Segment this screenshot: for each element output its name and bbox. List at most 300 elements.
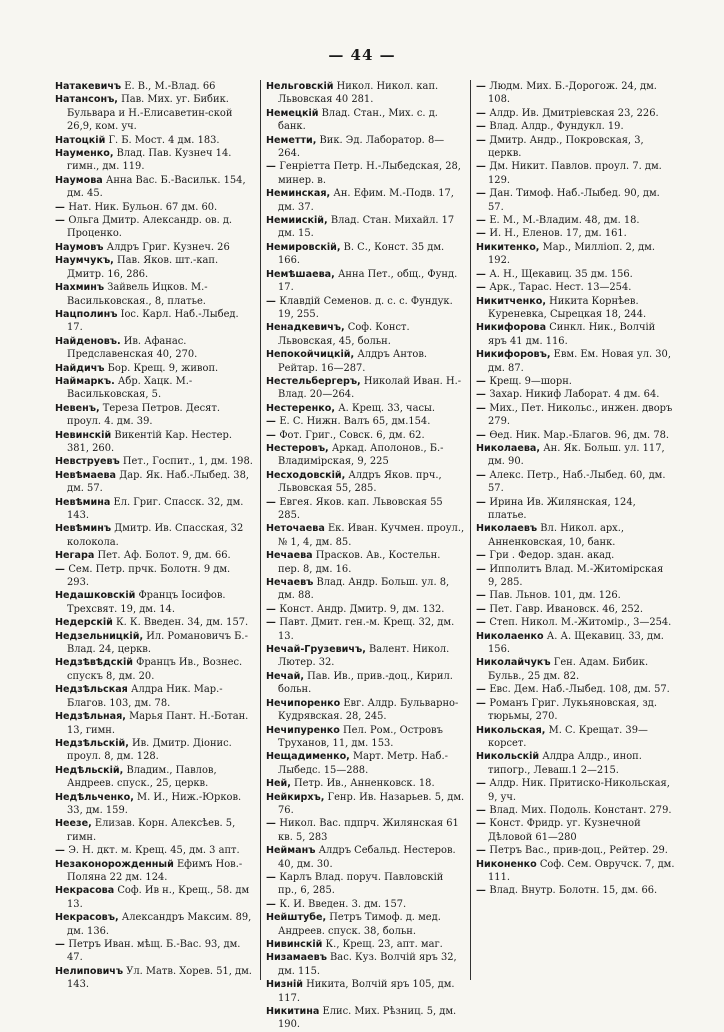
directory-entry [266,898,465,911]
entry-details: Влад. Андр. Больш. ул. 8, дм. 88. [278,577,450,602]
entry-details: Мар., Миллiоп. 2, дм. 192. [488,241,655,267]
directory-entry [476,429,675,442]
entry-surname: Науменко, [55,148,114,160]
entry-details: А. А. Щекавиц. 33, дм. 156. [488,630,664,656]
directory-entry [266,978,465,1005]
directory-entry [266,1005,465,1032]
entry-details: Март. Метр. Наб.-Лыбедс. 15—288. [278,751,448,776]
entry-dash: — [55,215,69,227]
entry-dash: — [476,107,490,119]
entry-surname: Нацполинъ [55,308,118,320]
entry-surname: Нечаевъ [266,577,314,589]
entry-details: Генр. Ив. Назарьев. 5, дм. 76. [278,791,465,816]
entry-details: Ив. Дмитр. Діонис. проул. 8, дм. 128. [67,737,232,763]
directory-entry [55,549,255,562]
entry-surname: Неметти, [266,134,317,146]
entry-dash: — [476,282,490,294]
directory-entry [476,375,675,388]
directory-entry [55,764,255,791]
entry-details: Алдръ Себальд. Нестеров. 40, дм. 30. [278,845,456,870]
entry-details: Петр. Ив., Анненковск. 18. [294,778,435,790]
entry-details: Пав. Мих. уг. Бибик. Бульвара и Н.-Елисаветин-ской 26,9, ком. уч. [67,94,233,133]
directory-entry [266,522,465,549]
entry-details: Никита Корнѣев. Куреневка, Сырецкая 18, 244. [488,295,647,320]
entry-surname: Некрасовъ, [55,912,119,924]
entry-details: Сем. Петр. прчк. Болотн. 9 дм. 293. [67,563,231,589]
directory-entry [55,656,255,683]
directory-entry [55,281,255,308]
directory-entry [55,683,255,710]
directory-entry [266,777,465,790]
directory-entry [266,670,465,697]
entry-surname: Натоцкій [55,134,106,146]
directory-entry [266,938,465,951]
entry-details: Алдръ Яков. прч., Львовская 55, 285. [278,469,442,495]
directory-entry [266,951,465,978]
entry-details: Влад. Пав. Кузнеч 14. гимн., дм. 119. [67,148,232,173]
directory-entry [55,174,255,201]
entry-details: Алдра Алдр., иноп. типогр., Леваш.1 2—215. [488,751,642,776]
entry-surname: Наймаркъ. [55,375,115,387]
entry-details: Пав. Ив., прив.-доц., Кирил. больн. [278,670,453,696]
entry-details: Конст. Андр. Дмитр. 9, дм. 132. [279,603,445,615]
entry-details: Дан. Тимоф. Наб.-Лыбед. 90, дм. 57. [488,188,660,213]
entry-details: Евм. Ем. Новая ул. 30, дм. 87. [488,349,671,374]
entry-surname: Нивинскій [266,939,323,950]
entry-surname: Нечипоренко [266,697,341,709]
entry-details: Степ. Никол. М.-Житомір., 3—254. [489,617,672,629]
directory-entry [266,160,465,187]
entry-details: Валент. Никол. Лютер. 32. [278,644,450,669]
entry-details: К. И. Введен. 3. дм. 157. [279,898,407,910]
directory-entry [266,442,465,469]
entry-details: Пет. Аф. Болот. 9, дм. 66. [97,550,231,562]
directory-entry [476,589,675,602]
entry-surname: Нейкирхъ, [266,791,325,803]
entry-dash: — [266,871,280,883]
directory-entry [55,241,255,254]
entry-details: Ул. Матв. Хорев. 51, дм. 143. [67,965,252,991]
entry-details: Захар. Никиф Лаборат. 4 дм. 64. [489,389,660,401]
directory-entry [476,214,675,227]
directory-entry [476,724,675,751]
entry-details: Пав. Яков. шт.-кап. Дмитр. 16, 286. [67,255,219,280]
directory-entry [476,80,675,107]
entry-details: Викентій Кар. Нестер. 381, 260. [67,429,232,454]
entry-details: Людм. Мих. Б.-Дорогож. 24, дм. 108. [488,81,657,106]
entry-details: Ел. Григ. Спасск. 32, дм. 143. [67,496,244,521]
entry-surname: Николаева, [476,442,541,454]
entry-surname: Нестеровъ, [266,442,329,454]
entry-details: Алдръ Антов. Рейтар. 16—287. [278,349,428,374]
directory-entry [476,804,675,817]
directory-entry [266,187,465,214]
entry-surname: Недзѣвѣдскій [55,657,134,669]
entry-details: Ѳед. Ник. Мар.-Благов. 96, дм. 78. [489,429,670,441]
entry-details: Евгея. Яков. кап. Львовская 55 285. [278,496,443,521]
directory-entry [55,844,255,857]
directory-entry [476,227,675,240]
directory-entry [476,120,675,133]
entry-surname: Нельговскій [266,81,334,92]
entry-dash: — [476,161,490,173]
entry-dash: — [476,818,490,830]
entry-surname: Несходовскій, [266,469,346,481]
entry-details: Ольга Дмитр. Александр. ов. д. Проценко. [67,215,233,240]
entry-details: Николай Иван. Н.-Влад. 20—264. [278,375,462,401]
entry-details: Францъ Ив., Вознес. спускъ 8, дм. 20. [67,657,243,682]
entry-dash: — [476,469,490,481]
entry-dash: — [476,617,490,629]
entry-details: Александръ Максим. 89, дм. 136. [67,912,252,937]
directory-entry [476,563,675,590]
directory-entry [266,415,465,428]
entry-surname: Найденовъ. [55,335,121,347]
entry-surname: Нестельбергеръ, [266,375,361,387]
entry-surname: Наумовъ [55,241,104,253]
entry-surname: Недзельницкій, [55,630,144,642]
entry-dash: — [476,228,490,240]
entry-details: Евг. Алдр. Бульварно-Кудрявская. 28, 245. [278,697,459,723]
directory-entry [266,321,465,348]
directory-entry [476,241,675,268]
entry-surname: Неминская, [266,188,331,200]
entry-surname: Нахминъ [55,282,105,294]
entry-surname: Николаевъ [476,523,538,535]
entry-details: Ген. Адам. Бибик. Бульв., 25 дм. 82. [488,657,649,682]
entry-details: Мих., Пет. Никольс., инжен. дворъ 279. [488,402,673,428]
directory-entry [55,362,255,375]
entry-surname: Нестеренко, [266,402,336,414]
directory-entry [476,603,675,616]
directory-entry [55,429,255,456]
entry-surname: Наумчукъ, [55,255,114,267]
entry-details: Соф. Конст. Львовская, 45, больн. [278,322,410,347]
directory-entry [476,496,675,523]
entry-dash: — [266,295,280,307]
directory-entry [266,295,465,322]
entry-surname: Нечай, [266,670,304,682]
directory-entry [55,375,255,402]
entry-details: Клавдій Семенов. д. с. с. Фундук. 19, 255. [278,295,453,320]
entry-surname: Немецкій [266,107,319,119]
directory-entry [266,268,465,295]
entry-details: А. Н., Щекавиц. 35 дм. 156. [489,268,633,280]
entry-dash: — [476,804,490,816]
directory-entry [55,308,255,335]
directory-entry [55,616,255,629]
entry-details: Марья Пант. Н.-Ботан. 13, гимн. [67,711,249,736]
entry-surname: Недзѣльскій, [55,737,129,749]
directory-entry [476,187,675,214]
entry-surname: Немировскій, [266,241,341,253]
entry-surname: Неточаева [266,523,325,535]
page-number: — 44 — [328,46,396,64]
directory-entry [55,214,255,241]
entry-dash: — [55,201,69,213]
entry-details: Вл. Никол. арх., Анненковская, 10, банк. [488,523,625,548]
directory-entry [55,469,255,496]
directory-entry [266,576,465,603]
entry-details: Г. Б. Мост. 4 дм. 183. [108,134,220,146]
directory-entry [476,281,675,294]
entry-details: Синкл. Ник., Волчій яръ 41 дм. 116. [488,322,656,347]
entry-details: Нат. Ник. Бульон. 67 дм. 60. [68,201,218,213]
entry-details: Алдр. Ник. Притиско-Никольская, 9, уч. [488,778,670,803]
directory-entry [55,455,255,468]
entry-dash: — [55,939,69,950]
entry-surname: Никольскій [476,751,540,763]
entry-details: Влад. Мих. Подоль. Констант. 279. [489,804,672,816]
entry-dash: — [476,550,490,562]
entry-details: Прасков. Ав., Костельн. пер. 8, дм. 16. [278,550,441,575]
entry-details: Дмитр. Ив. Спасская, 32 колокола. [67,523,244,548]
directory-entry [55,938,255,965]
entry-details: Гри . Федор. здан. акад. [489,550,615,562]
entry-surname: Невинскій [55,429,112,441]
entry-surname: Невструевъ [55,456,120,468]
directory-entry [266,871,465,898]
entry-dash: — [476,697,490,709]
directory-entry [476,750,675,777]
entry-surname: Недзѣльская [55,684,128,696]
entry-surname: Ней, [266,778,291,790]
directory-entry [55,93,255,133]
directory-entry [266,911,465,938]
directory-entry [266,429,465,442]
entry-surname: Найдичъ [55,362,105,374]
entry-details: Петръ Тимоф. д. мед. Андреев. спуск. 38, больн. [278,912,441,937]
column-left [50,80,260,991]
directory-entry [55,710,255,737]
entry-surname: Нейштубе, [266,912,327,924]
entry-dash: — [55,563,69,575]
entry-dash: — [476,845,490,857]
entry-details: Никита, Волчій яръ 105, дм. 117. [278,979,455,1004]
entry-surname: Недерскій [55,617,113,629]
entry-details: Павт. Дмит. ген.-м. Крещ. 32, дм. 13. [278,617,455,642]
directory-entry [476,442,675,469]
entry-dash: — [266,603,280,615]
directory-entry [266,348,465,375]
directory-entry [266,724,465,751]
entry-details: Анна Пет., общ., Фунд. 17. [278,268,458,294]
entry-details: Влад. Стан. Михайл. 17 дм. 15. [278,215,455,240]
directory-entry [55,589,255,616]
directory-entry [55,147,255,174]
directory-entry [55,335,255,362]
directory-entry [266,697,465,724]
entry-dash: — [476,188,490,200]
entry-dash: — [476,778,490,790]
entry-details: Ипполитъ Влад. М.-Житомірская 9, 285. [488,563,664,589]
directory-entry [55,884,255,911]
directory-entry [55,817,255,844]
directory-entry [266,241,465,268]
directory-entry [476,777,675,804]
entry-details: Влад. Внутр. Болотн. 15, дм. 66. [489,885,658,897]
entry-dash: — [266,161,280,173]
entry-dash: — [266,898,280,910]
entry-surname: Низамаевъ [266,952,327,964]
directory-entry [266,134,465,161]
directory-entry [476,107,675,120]
entry-details: Э. Н. дкт. м. Крещ. 45, дм. 3 апт. [68,845,240,857]
entry-details: Романъ Григ. Лукьяновская, зд. тюрьмы, 270. [488,697,658,723]
entry-surname: Немѣшаева, [266,268,335,280]
entry-dash: — [476,215,490,227]
entry-details: Влад. Стан., Мих. с. д. банк. [278,107,438,133]
entry-details: Фот. Григ., Совск. 6, дм. 62. [279,429,425,441]
directory-entry [55,630,255,657]
directory-entry [55,563,255,590]
entry-details: И. Н., Еленов. 17, дм. 161. [489,228,627,240]
directory-entry [55,911,255,938]
entry-dash: — [266,429,280,441]
entry-details: Дм. Никит. Павлов. проул. 7. дм. 129. [488,161,662,186]
directory-entry [55,965,255,992]
directory-entry [266,469,465,496]
entry-surname: Невѣмаева [55,469,117,481]
entry-surname: Никольская, [476,724,546,736]
directory-entry [266,603,465,616]
directory-entry [266,643,465,670]
directory-entry [476,321,675,348]
entry-details: Соф. Сем. Овручск. 7, дм. 111. [488,858,675,883]
entry-dash: — [476,134,490,146]
entry-surname: Натансонъ, [55,94,118,106]
entry-dash: — [476,603,490,615]
entry-details: Алдръ Григ. Кузнеч. 26 [106,241,230,253]
directory-entry [266,107,465,134]
directory-entry [266,791,465,818]
entry-surname: Невѣминъ [55,523,112,535]
entry-details: Анна Вас. Б.-Васильк. 154, дм. 45. [67,174,246,200]
entry-details: Францъ Іосифов. Трехсвят. 19, дм. 14. [67,590,226,615]
directory-entry [55,858,255,885]
entry-details: Соф. Ив н., Крещ., 58. дм 13. [67,885,250,910]
entry-surname: Никоненко [476,858,537,870]
entry-details: Елис. Мих. Рѣзниц. 5, дм. 190. [278,1006,457,1031]
directory-entry [476,817,675,844]
entry-surname: Нечай-Грузевичъ, [266,644,366,656]
entry-details: Ив. Афанас. Предславенская 40, 270. [67,335,198,361]
directory-entry [476,549,675,562]
directory-entry [476,844,675,857]
entry-details: Дмитр. Андр., Покровская, 3, церкв. [488,134,644,160]
entry-details: Е. В., М.-Влад. 66 [124,81,216,92]
entry-surname: Наумова [55,174,103,186]
directory-entry [476,522,675,549]
entry-details: Ек. Иван. Кучмен. проул., № 1, 4, дм. 85. [278,523,465,548]
entry-details: Евс. Дем. Наб.-Лыбед. 108, дм. 57. [489,684,670,696]
entry-dash: — [476,590,490,602]
entry-details: Пет., Госпит., 1, дм. 198. [122,456,253,468]
entry-dash: — [266,416,280,428]
entry-details: Петръ Вас., прив-доц., Рейтер. 29. [489,845,668,857]
entry-surname: Недзѣльная, [55,711,126,723]
directory-entry [55,201,255,214]
entry-details: Пав. Льнов. 101, дм. 126. [489,590,621,602]
directory-entry [476,616,675,629]
entry-dash: — [476,375,490,387]
entry-details: Пел. Ром., Островъ Труханов, 11, дм. 153. [278,724,443,749]
directory-entry [476,160,675,187]
entry-details: Е. М., М.-Владим. 48, дм. 18. [489,215,640,227]
directory-entry [266,817,465,844]
entry-details: Ирина Ив. Жилянская, 124, платье. [488,496,636,521]
entry-details: Е. С. Нижн. Валъ 65, дм.154. [279,416,431,428]
entry-surname: Нещадименко, [266,751,350,763]
entry-details: Дар. Як. Наб.-Лыбед. 38, дм. 57. [67,469,249,495]
entry-details: Никол. Вас. пдпрч. Жилянская 61 кв. 5, 283 [278,818,459,843]
directory-entry [476,630,675,657]
entry-details: Конст. Фридр. уг. Кузнечной Дѣловой 61—280 [488,818,641,843]
entry-surname: Недѣльченко, [55,791,134,803]
entry-details: Ефимъ Нов.-Поляна 22 дм. 124. [67,858,243,883]
column-middle [260,80,470,1031]
entry-details: Вас. Куз. Волчій яръ 32, дм. 115. [278,952,457,977]
directory-columns [50,80,680,1031]
entry-details: Влад. Алдр., Фундукл. 19. [489,121,624,133]
entry-details: Ан. Ефим. М.-Подв. 17, дм. 37. [278,188,454,213]
entry-details: Генріетта Петр. Н.-Лыбедская, 28, минер. в. [278,161,461,186]
entry-details: Карлъ Влад. поруч. Павловскій пр., 6, 285. [278,871,444,897]
entry-details: К. К. Введен. 34, дм. 157. [116,617,249,629]
entry-dash: — [55,845,69,857]
entry-surname: Незаконорожденный [55,858,174,870]
directory-entry [55,522,255,549]
entry-details: Ил. Романовичъ Б.-Влад. 24, церкв. [67,630,248,656]
entry-dash: — [476,496,490,508]
directory-entry [266,375,465,402]
entry-dash: — [476,885,490,897]
directory-entry [476,858,675,885]
directory-entry [266,844,465,871]
directory-entry [476,469,675,496]
directory-entry [476,402,675,429]
entry-surname: Невенъ, [55,402,100,414]
entry-surname: Немиискій, [266,215,328,227]
column-right [470,80,680,980]
entry-surname: Нейманъ [266,845,316,857]
entry-details: Арк., Тарас. Нест. 13—254. [489,282,632,294]
entry-dash: — [476,684,490,696]
entry-surname: Никитенко, [476,241,540,253]
entry-details: В. С., Конст. 35 дм. 166. [278,241,445,267]
entry-surname: Невѣмина [55,496,111,508]
directory-entry [476,388,675,401]
entry-details: М. И., Ниж.-Юрков. 33, дм. 159. [67,791,242,816]
entry-details: Алекс. Петр., Наб.-Лыбед. 60, дм. 57. [488,469,666,495]
entry-details: Никол. Никол. кап. Львовская 40 281. [278,81,439,106]
entry-dash: — [476,121,490,133]
directory-entry [266,616,465,643]
entry-dash: — [266,496,280,508]
directory-entry [266,750,465,777]
entry-surname: Негара [55,550,95,562]
entry-details: Пет. Гавр. Ивановск. 46, 252. [489,603,644,615]
entry-surname: Некрасова [55,885,115,897]
directory-entry [266,496,465,523]
entry-dash: — [476,429,490,441]
entry-surname: Нечипуренко [266,724,340,736]
directory-entry [476,295,675,322]
entry-details: Петръ Иван. мѣщ. Б.-Вас. 93, дм. 47. [67,939,241,964]
directory-entry [55,254,255,281]
directory-entry [266,214,465,241]
entry-details: Ан. Як. Больш. ул. 117, дм. 90. [488,442,665,468]
